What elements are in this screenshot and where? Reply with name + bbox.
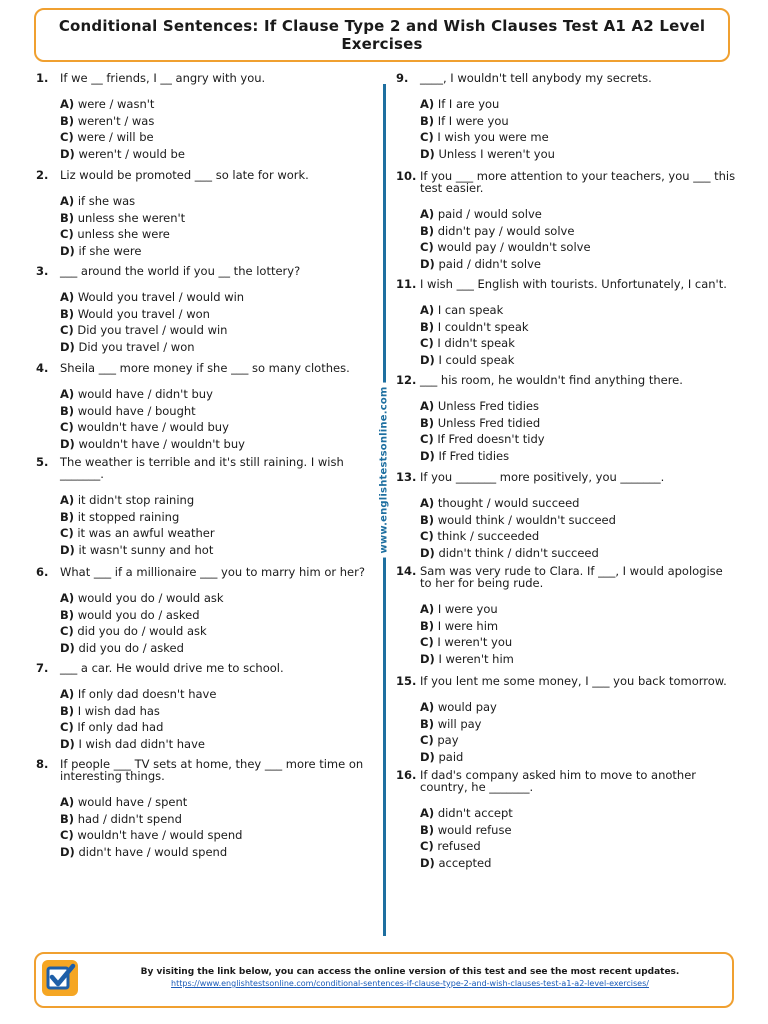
option-letter: A)	[60, 493, 75, 507]
option-text: Would you travel / would win	[77, 290, 245, 304]
question-text: ____, I wouldn't tell anybody my secrets.	[420, 71, 652, 85]
option-text: I could speak	[438, 352, 515, 367]
option-text: If Fred tidies	[438, 448, 510, 463]
option-letter: C)	[60, 624, 74, 638]
question-text: The weather is terrible and it's still raining. I wish _______.	[60, 455, 344, 481]
title-box	[34, 8, 730, 62]
option-text: weren't / would be	[78, 146, 185, 161]
option-text: it stopped raining	[77, 509, 180, 524]
question-number: 13.	[396, 470, 417, 484]
footer-note: By visiting the link below, you can access the online version of this test and see the most recent updates.	[140, 967, 680, 977]
option-text: would have / didn't buy	[77, 387, 213, 401]
option-text: think / succeeded	[437, 529, 540, 543]
answer-option[interactable]	[420, 96, 736, 113]
question-number: 4.	[36, 361, 49, 375]
answer-option[interactable]	[420, 448, 736, 465]
option-letter: D)	[60, 339, 75, 354]
answer-option[interactable]	[420, 335, 736, 352]
option-text: unless she weren't	[77, 210, 186, 225]
answer-option[interactable]	[420, 749, 736, 766]
answer-option[interactable]	[420, 129, 736, 146]
option-letter: B)	[420, 716, 435, 731]
option-letter: C)	[60, 420, 74, 434]
question-item	[396, 565, 736, 667]
question-head	[36, 662, 372, 674]
answer-options	[396, 206, 736, 272]
option-letter: D)	[420, 352, 435, 367]
option-letter: D)	[60, 844, 75, 859]
option-text: weren't / was	[77, 113, 155, 128]
option-letter: B)	[60, 703, 75, 718]
answer-options	[396, 699, 736, 765]
footer-link[interactable]: https://www.englishtestsonline.com/conditional-sentences-if-clause-type-2-and-wish-clauses-test-a1-a2-level-exercises/	[171, 979, 649, 988]
question-item	[396, 471, 736, 561]
option-letter: D)	[60, 436, 75, 451]
answer-option[interactable]	[420, 699, 736, 716]
answer-option[interactable]	[420, 352, 736, 369]
option-letter: B)	[420, 319, 435, 334]
question-head	[396, 769, 736, 793]
option-text: Unless I weren't you	[438, 146, 555, 161]
option-text: were / wasn't	[77, 97, 155, 111]
answer-option[interactable]	[60, 525, 372, 542]
question-head	[36, 362, 372, 374]
option-letter: A)	[60, 591, 75, 605]
answer-option[interactable]	[60, 289, 372, 306]
answer-option[interactable]	[60, 436, 372, 453]
option-letter: A)	[420, 496, 435, 510]
option-text: accepted	[438, 855, 492, 870]
answer-options	[36, 193, 372, 259]
answer-option[interactable]	[60, 306, 372, 323]
question-number: 3.	[36, 264, 49, 278]
option-text: it was an awful weather	[77, 526, 215, 540]
option-text: Unless Fred tidied	[437, 415, 541, 430]
question-item	[36, 758, 372, 860]
option-text: it wasn't sunny and hot	[78, 542, 214, 557]
option-letter: C)	[420, 240, 434, 254]
answer-options	[396, 805, 736, 871]
option-letter: C)	[420, 635, 434, 649]
option-text: didn't pay / would solve	[437, 223, 575, 238]
option-letter: D)	[60, 542, 75, 557]
question-item	[36, 72, 372, 162]
option-letter: D)	[420, 545, 435, 560]
option-text: did you do / asked	[78, 640, 184, 655]
answer-option[interactable]	[60, 623, 372, 640]
option-text: would pay / wouldn't solve	[437, 240, 591, 254]
option-text: if she was	[77, 194, 136, 208]
option-letter: B)	[60, 113, 75, 128]
question-number: 2.	[36, 168, 49, 182]
option-letter: A)	[60, 290, 75, 304]
question-text: I wish ___ English with tourists. Unfortunately, I can't.	[420, 277, 727, 291]
question-number: 14.	[396, 564, 417, 578]
answer-option[interactable]	[420, 146, 736, 163]
question-text: If we __ friends, I __ angry with you.	[60, 71, 266, 85]
question-text: ___ around the world if you __ the lottery?	[60, 264, 301, 278]
option-text: Did you travel / would win	[77, 323, 228, 337]
option-letter: D)	[420, 256, 435, 271]
option-text: would you do / asked	[77, 607, 200, 622]
question-item	[36, 362, 372, 452]
question-number: 9.	[396, 71, 409, 85]
answer-option[interactable]	[60, 686, 372, 703]
answer-option[interactable]	[60, 607, 372, 624]
question-item	[36, 456, 372, 558]
option-text: wouldn't have / wouldn't buy	[78, 436, 245, 451]
question-number: 15.	[396, 674, 417, 688]
option-text: Did you travel / won	[78, 339, 195, 354]
option-letter: A)	[60, 687, 75, 701]
question-head	[396, 170, 736, 194]
option-text: refused	[437, 839, 481, 853]
option-text: would think / wouldn't succeed	[437, 512, 616, 527]
question-head	[36, 456, 372, 480]
question-head	[396, 675, 736, 687]
answer-options	[36, 289, 372, 355]
answer-option[interactable]	[60, 542, 372, 559]
option-letter: D)	[420, 448, 435, 463]
option-text: I couldn't speak	[437, 319, 529, 334]
option-letter: B)	[420, 618, 435, 633]
option-letter: A)	[420, 806, 435, 820]
option-letter: A)	[420, 602, 435, 616]
answer-option[interactable]	[420, 113, 736, 130]
answer-option[interactable]	[60, 703, 372, 720]
option-text: thought / would succeed	[437, 496, 580, 510]
answer-option[interactable]	[60, 403, 372, 420]
option-letter: D)	[60, 243, 75, 258]
answer-option[interactable]	[60, 96, 372, 113]
question-number: 12.	[396, 373, 417, 387]
question-number: 1.	[36, 71, 49, 85]
question-item	[36, 566, 372, 656]
question-text: ___ a car. He would drive me to school.	[60, 661, 284, 675]
option-letter: A)	[60, 194, 75, 208]
answer-options	[396, 495, 736, 561]
option-letter: C)	[420, 130, 434, 144]
option-text: would have / spent	[77, 795, 188, 809]
question-text: If you _______ more positively, you _______.	[420, 470, 665, 484]
option-letter: B)	[420, 415, 435, 430]
page-title: Conditional Sentences: If Clause Type 2 and Wish Clauses Test A1 A2 Level Exercises	[58, 17, 706, 53]
question-text: If people ___ TV sets at home, they ___ more time on interesting things.	[60, 757, 364, 783]
question-item	[396, 72, 736, 162]
answer-options	[396, 398, 736, 464]
answer-option[interactable]	[420, 716, 736, 733]
option-letter: A)	[60, 97, 75, 111]
answer-option[interactable]	[420, 495, 736, 512]
answer-option[interactable]	[60, 794, 372, 811]
answer-option[interactable]	[420, 618, 736, 635]
option-text: it didn't stop raining	[77, 493, 195, 507]
option-letter: A)	[420, 399, 435, 413]
question-item	[396, 278, 736, 368]
option-text: were / will be	[77, 130, 154, 144]
question-number: 8.	[36, 757, 49, 771]
answer-option[interactable]	[420, 223, 736, 240]
question-item	[396, 769, 736, 871]
answer-option[interactable]	[420, 805, 736, 822]
option-letter: D)	[60, 640, 75, 655]
answer-options	[396, 302, 736, 368]
option-letter: B)	[60, 509, 75, 524]
option-letter: C)	[420, 336, 434, 350]
option-text: I were him	[437, 618, 499, 633]
answer-option[interactable]	[420, 398, 736, 415]
question-item	[36, 662, 372, 752]
question-number: 10.	[396, 169, 417, 183]
option-text: didn't have / would spend	[78, 844, 228, 859]
answer-options	[396, 601, 736, 667]
question-text: Liz would be promoted ___ so late for work.	[60, 168, 309, 182]
option-text: did you do / would ask	[77, 624, 207, 638]
question-text: Sheila ___ more money if she ___ so many clothes.	[60, 361, 350, 375]
answer-options	[36, 386, 372, 452]
option-text: would you do / would ask	[77, 591, 224, 605]
question-item	[396, 374, 736, 464]
question-head	[36, 169, 372, 181]
answer-option[interactable]	[60, 640, 372, 657]
question-head	[396, 471, 736, 483]
option-letter: C)	[60, 828, 74, 842]
answer-option[interactable]	[420, 634, 736, 651]
question-head	[36, 265, 372, 277]
question-number: 7.	[36, 661, 49, 675]
option-text: paid / would solve	[437, 207, 542, 221]
question-text: If you ___ more attention to your teachers, you ___ this test easier.	[420, 169, 736, 195]
question-item	[36, 169, 372, 259]
option-text: didn't think / didn't succeed	[438, 545, 599, 560]
option-letter: C)	[60, 227, 74, 241]
answer-option[interactable]	[420, 206, 736, 223]
answer-option[interactable]	[60, 844, 372, 861]
answer-option[interactable]	[60, 339, 372, 356]
question-text: Sam was very rude to Clara. If ___, I would apologise to her for being rude.	[420, 564, 723, 590]
answer-option[interactable]	[420, 651, 736, 668]
checkbox-check-icon	[42, 960, 78, 996]
answer-option[interactable]	[420, 256, 736, 273]
option-letter: C)	[60, 323, 74, 337]
answer-option[interactable]	[420, 415, 736, 432]
question-item	[36, 265, 372, 355]
answer-option[interactable]	[60, 509, 372, 526]
answer-option[interactable]	[60, 590, 372, 607]
answer-option[interactable]	[60, 243, 372, 260]
question-item	[396, 675, 736, 765]
question-head	[396, 278, 736, 290]
footer-box	[34, 952, 734, 1008]
answer-options	[36, 590, 372, 656]
answer-option[interactable]	[60, 322, 372, 339]
question-head	[396, 374, 736, 386]
option-text: If I were you	[437, 113, 509, 128]
option-letter: C)	[420, 733, 434, 747]
option-text: would pay	[437, 700, 497, 714]
answer-option[interactable]	[420, 545, 736, 562]
question-number: 16.	[396, 768, 417, 782]
answer-option[interactable]	[420, 822, 736, 839]
option-letter: B)	[60, 811, 75, 826]
answer-option[interactable]	[420, 528, 736, 545]
answer-option[interactable]	[60, 492, 372, 509]
option-letter: B)	[60, 306, 75, 321]
answer-option[interactable]	[60, 113, 372, 130]
question-head	[36, 758, 372, 782]
option-letter: B)	[420, 512, 435, 527]
option-text: I wish dad has	[77, 703, 160, 718]
question-head	[396, 565, 736, 589]
answer-option[interactable]	[420, 838, 736, 855]
option-text: I weren't him	[438, 651, 514, 666]
option-letter: B)	[60, 607, 75, 622]
answer-option[interactable]	[60, 419, 372, 436]
option-letter: C)	[420, 432, 434, 446]
option-letter: B)	[60, 210, 75, 225]
answer-option[interactable]	[60, 811, 372, 828]
option-text: I wish dad didn't have	[78, 736, 205, 751]
question-number: 11.	[396, 277, 417, 291]
option-text: I wish you were me	[437, 130, 549, 144]
option-letter: D)	[60, 146, 75, 161]
answer-option[interactable]	[60, 129, 372, 146]
answer-option[interactable]	[420, 239, 736, 256]
option-letter: A)	[420, 207, 435, 221]
option-text: I can speak	[437, 303, 504, 317]
option-text: will pay	[437, 716, 482, 731]
question-number: 5.	[36, 455, 49, 469]
answer-option[interactable]	[60, 736, 372, 753]
option-letter: B)	[60, 403, 75, 418]
side-url-text: www.englishtestsonline.com	[379, 382, 390, 557]
question-head	[36, 566, 372, 578]
option-text: would have / bought	[77, 403, 196, 418]
option-text: paid	[438, 749, 464, 764]
option-text: Would you travel / won	[77, 306, 210, 321]
option-letter: C)	[420, 529, 434, 543]
option-text: unless she were	[77, 227, 170, 241]
answer-option[interactable]	[60, 146, 372, 163]
option-letter: C)	[60, 130, 74, 144]
option-text: I didn't speak	[437, 336, 515, 350]
option-letter: B)	[420, 113, 435, 128]
option-text: If only dad had	[77, 720, 164, 734]
question-text: If you lent me some money, I ___ you back tomorrow.	[420, 674, 727, 688]
question-head	[396, 72, 736, 84]
option-text: didn't accept	[437, 806, 513, 820]
question-text: If dad's company asked him to move to another country, he _______.	[420, 768, 697, 794]
option-text: paid / didn't solve	[438, 256, 542, 271]
option-letter: B)	[420, 822, 435, 837]
option-text: I were you	[437, 602, 498, 616]
option-text: wouldn't have / would buy	[77, 420, 229, 434]
option-letter: A)	[60, 387, 75, 401]
question-number: 6.	[36, 565, 49, 579]
option-text: Unless Fred tidies	[437, 399, 539, 413]
option-text: if she were	[78, 243, 142, 258]
option-letter: A)	[60, 795, 75, 809]
answer-options	[36, 686, 372, 752]
question-head	[36, 72, 372, 84]
option-letter: D)	[60, 736, 75, 751]
option-letter: A)	[420, 97, 435, 111]
question-text: What ___ if a millionaire ___ you to marry him or her?	[60, 565, 365, 579]
option-letter: C)	[60, 526, 74, 540]
option-text: pay	[437, 733, 459, 747]
option-letter: A)	[420, 700, 435, 714]
option-text: If only dad doesn't have	[77, 687, 217, 701]
option-letter: D)	[420, 651, 435, 666]
answer-option[interactable]	[420, 601, 736, 618]
answer-option[interactable]	[60, 719, 372, 736]
option-text: would refuse	[437, 822, 512, 837]
answer-options	[36, 96, 372, 162]
answer-options	[36, 492, 372, 558]
answer-option[interactable]	[420, 302, 736, 319]
answer-option[interactable]	[60, 386, 372, 403]
answer-options	[396, 96, 736, 162]
option-text: had / didn't spend	[77, 811, 182, 826]
option-letter: D)	[420, 146, 435, 161]
option-letter: A)	[420, 303, 435, 317]
answer-option[interactable]	[60, 193, 372, 210]
option-text: I weren't you	[437, 635, 513, 649]
answer-option[interactable]	[420, 512, 736, 529]
question-item	[396, 170, 736, 272]
option-letter: C)	[60, 720, 74, 734]
option-letter: D)	[420, 749, 435, 764]
option-text: wouldn't have / would spend	[77, 828, 243, 842]
option-letter: C)	[420, 839, 434, 853]
option-text: If I are you	[437, 97, 500, 111]
answer-option[interactable]	[60, 210, 372, 227]
answer-option[interactable]	[420, 732, 736, 749]
option-letter: B)	[420, 223, 435, 238]
answer-option[interactable]	[420, 855, 736, 872]
answer-options	[36, 794, 372, 860]
question-text: ___ his room, he wouldn't find anything there.	[420, 373, 683, 387]
answer-option[interactable]	[420, 431, 736, 448]
answer-option[interactable]	[420, 319, 736, 336]
answer-option[interactable]	[60, 827, 372, 844]
option-text: If Fred doesn't tidy	[437, 432, 545, 446]
option-letter: D)	[420, 855, 435, 870]
answer-option[interactable]	[60, 226, 372, 243]
